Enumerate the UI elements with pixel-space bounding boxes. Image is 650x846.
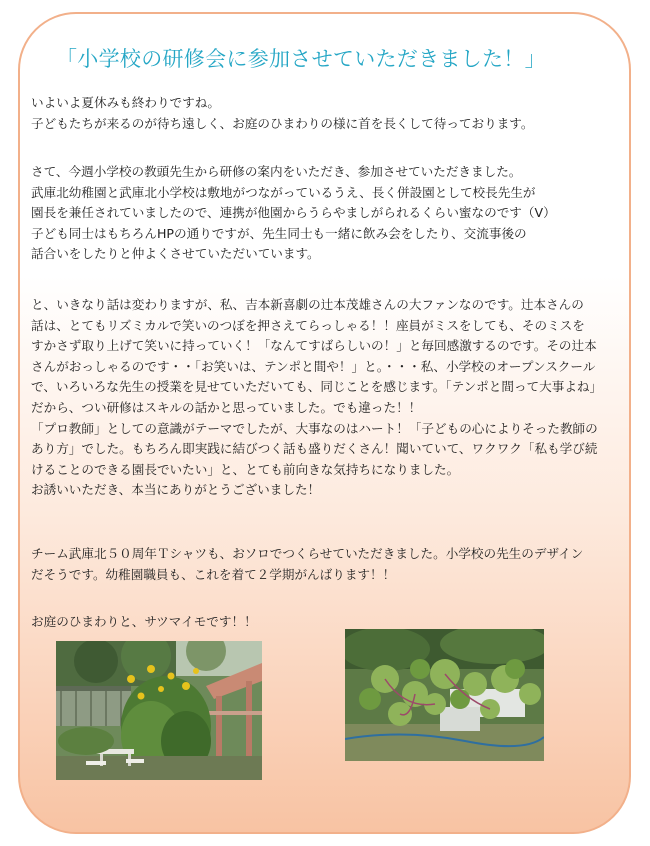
text-line: さんがおっしゃるのです・・「お笑いは、テンポと間や！」と。・・・私、小学校のオープンスクール <box>31 358 596 374</box>
text-line: 子ども同士はもちろんHPの通りですが、先生同士も一緒に飲み会をしたり、交流事後の <box>31 225 527 241</box>
text-line: お庭のひまわりと、サツマイモです！！ <box>31 614 257 629</box>
paragraph-photo-caption <box>31 612 257 633</box>
text-line: 子どもたちが来るのが待ち遠しく、お庭のひまわりの様に首を長くして待っております。 <box>31 115 534 131</box>
text-line: と、いきなり話は変わりますが、私、吉本新喜劇の辻本茂雄さんの大ファンなのです。辻本さんの <box>31 297 584 312</box>
text-line: 「プロ教師」としての意識がテーマでしたが、大事なのはハート！「子どもの心によりそった教師の <box>31 420 598 436</box>
text-line: チーム武庫北５０周年Ｔシャツも、おソロでつくらせていただきました。小学校の先生のデザイン <box>31 546 584 561</box>
text-line: 園長を兼任されていましたので、連携が他園からうらやましがられるくらい蜜なのです（V） <box>31 205 556 221</box>
text-line: けることのできる園長でいたい」と、とても前向きな気持ちになりました。 <box>31 461 460 477</box>
sunflower-garden-photo <box>56 641 262 780</box>
text-line: いよいよ夏休みも終わりですね。 <box>31 95 220 110</box>
text-line: あり方」でした。もちろん即実践に結びつく話も盛りだくさん！聞いていて、ワクワク「私も学び続 <box>31 441 598 457</box>
text-line: 話は、とてもリズミカルで笑いのつぼを押さえてらっしゃる！！座員がミスをしても、そのミスを <box>31 317 585 333</box>
text-line: だから、つい研修はスキルの話かと思っていました。でも違った！！ <box>31 399 422 415</box>
page-title: 「小学校の研修会に参加させていただきました！」 <box>56 47 546 71</box>
sweet-potato-planter-photo <box>345 629 544 761</box>
paragraph-training-invite <box>31 162 556 265</box>
text-line: 話合いをしたりと仲よくさせていただいています。 <box>31 246 320 262</box>
paragraph-comedy-story <box>31 295 602 501</box>
text-line: で、いろいろな先生の授業を見せていただいても、同じことを感じます。「テンポと間って大事よね」 <box>31 379 603 395</box>
text-line: すかさず取り上げて笑いに持っていく！「なんてすばらしいの！」と毎回感激するのです。その辻本 <box>31 338 597 354</box>
text-line: 武庫北幼稚園と武庫北小学校は敷地がつながっているうえ、長く併設園として校長先生が <box>31 184 536 200</box>
paragraph-tshirt <box>31 544 583 585</box>
paragraph-intro <box>31 93 534 134</box>
text-line: だそうです。幼稚園職員も、これを着て２学期がんばります！！ <box>31 566 396 582</box>
text-line: さて、今週小学校の教頭先生から研修の案内をいただき、参加させていただきました。 <box>31 164 522 179</box>
text-line: お誘いいただき、本当にありがとうございました！ <box>31 482 321 498</box>
